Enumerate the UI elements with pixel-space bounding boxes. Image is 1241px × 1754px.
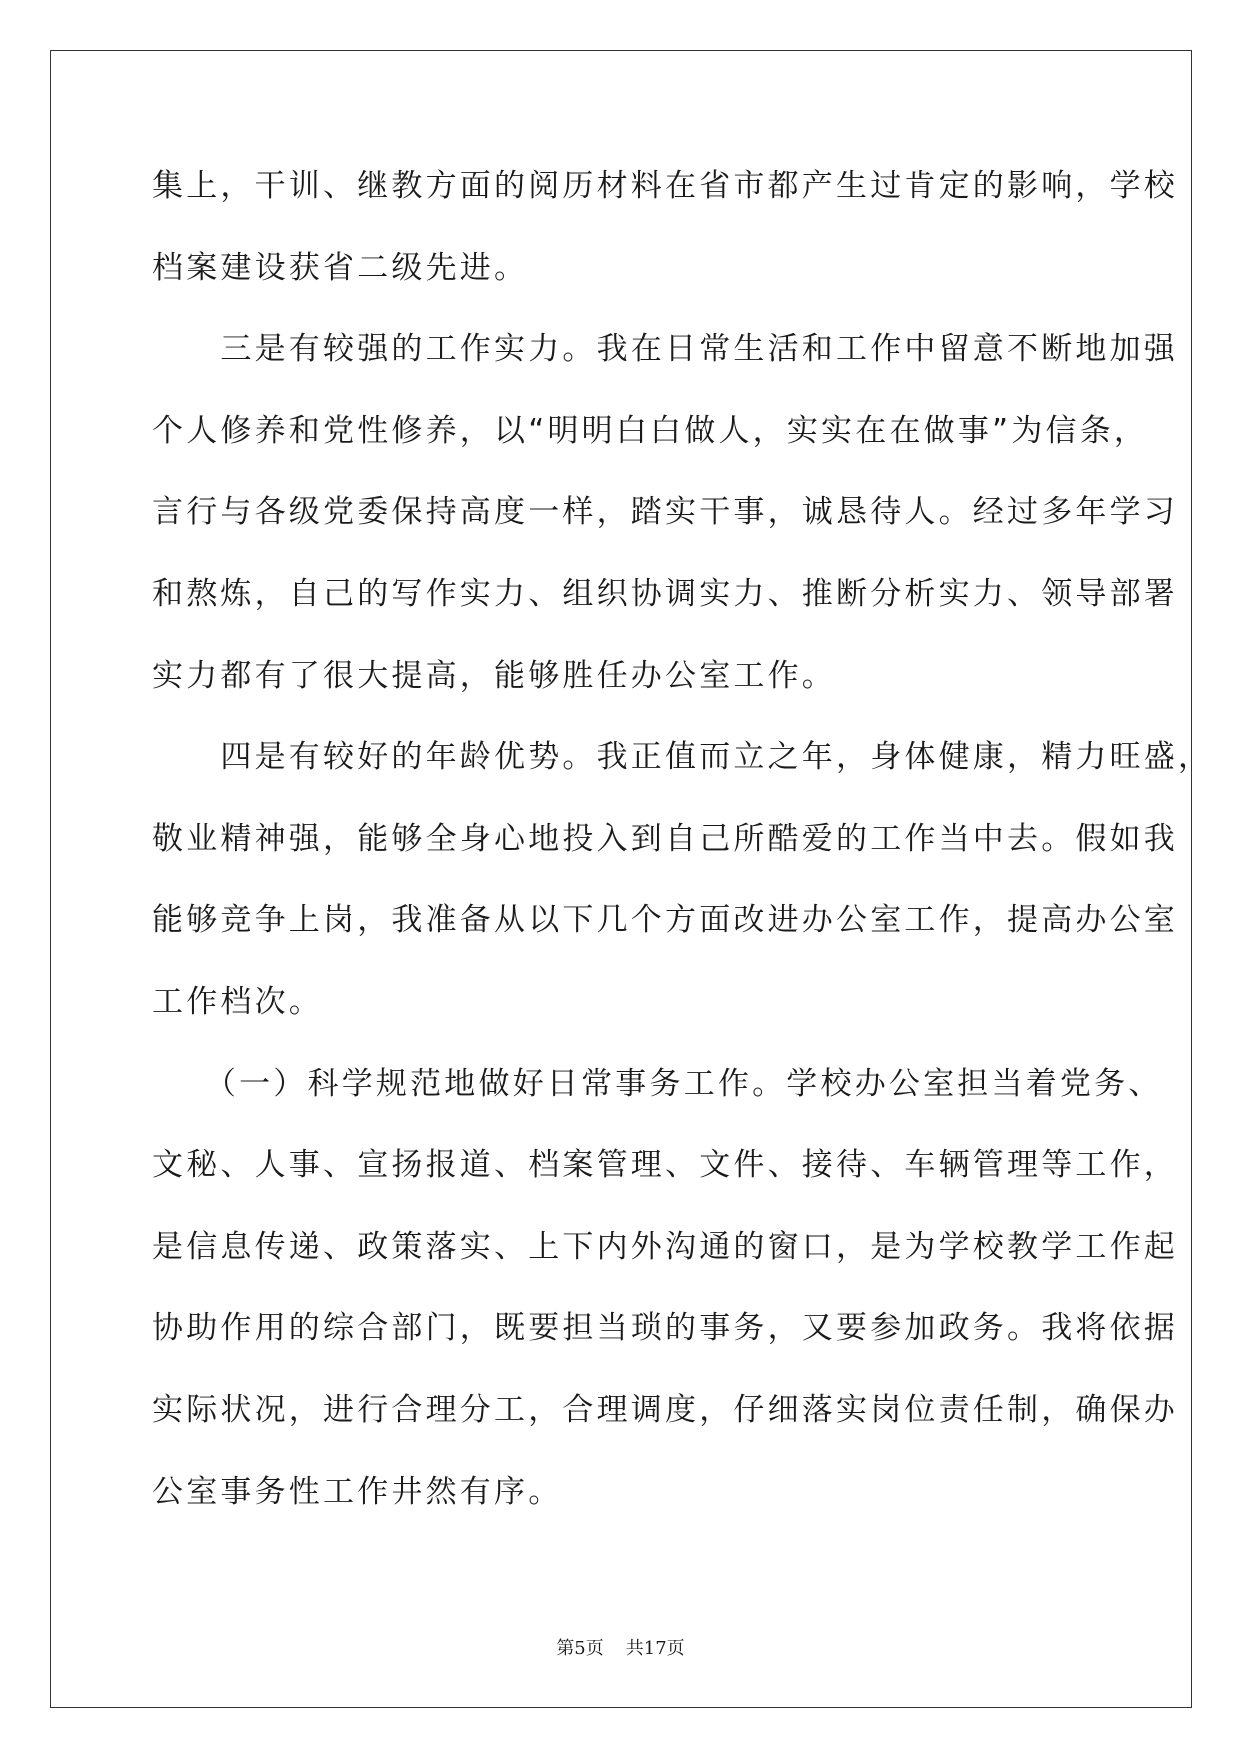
document-body <box>152 162 1213 1549</box>
text-line: 协助作用的综合部门，既要担当琐的事务，又要参加政务。我将依据 <box>152 1310 1178 1347</box>
text-line: 文秘、人事、宣扬报道、档案管理、文件、接待、车辆管理等工作， <box>152 1147 1178 1184</box>
text-line: 实际状况，进行合理分工，合理调度，仔细落实岗位责任制，确保办 <box>152 1391 1178 1428</box>
text-line: 是信息传递、政策落实、上下内外沟通的窗口，是为学校教学工作起 <box>152 1228 1178 1265</box>
text-line: 工作档次。 <box>152 983 323 1020</box>
text-line: 三是有较强的工作实力。我在日常生活和工作中留意不断地加强 <box>152 331 1178 368</box>
text-line: 敬业精神强，能够全身心地投入到自己所酷爱的工作当中去。假如我 <box>152 820 1178 857</box>
text-line: 言行与各级党委保持高度一样，踏实干事，诚恳待人。经过多年学习 <box>152 494 1178 531</box>
text-line: 四是有较好的年龄优势。我正值而立之年，身体健康，精力旺盛， <box>152 739 1213 776</box>
text-line: 公室事务性工作井然有序。 <box>152 1473 563 1510</box>
text-line: 档案建设获省二级先进。 <box>152 249 529 286</box>
page-footer <box>0 1634 1241 1660</box>
page-total: 共17页 <box>625 1638 685 1659</box>
text-line: 实力都有了很大提高，能够胜任办公室工作。 <box>152 657 836 694</box>
text-line: 集上，干训、继教方面的阅历材料在省市都产生过肯定的影响，学校 <box>152 168 1178 204</box>
text-line: （一）科学规范地做好日常事务工作。学校办公室担当着党务、 <box>152 1065 1163 1102</box>
page-number: 第5页 <box>556 1638 604 1659</box>
text-line: 能够竞争上岗，我准备从以下几个方面改进办公室工作，提高办公室 <box>152 902 1178 939</box>
text-line: 个人修养和党性修养，以“明明白白做人，实实在在做事”为信条， <box>152 412 1149 449</box>
text-line: 和熬炼，自己的写作实力、组织协调实力、推断分析实力、领导部署 <box>152 575 1178 612</box>
